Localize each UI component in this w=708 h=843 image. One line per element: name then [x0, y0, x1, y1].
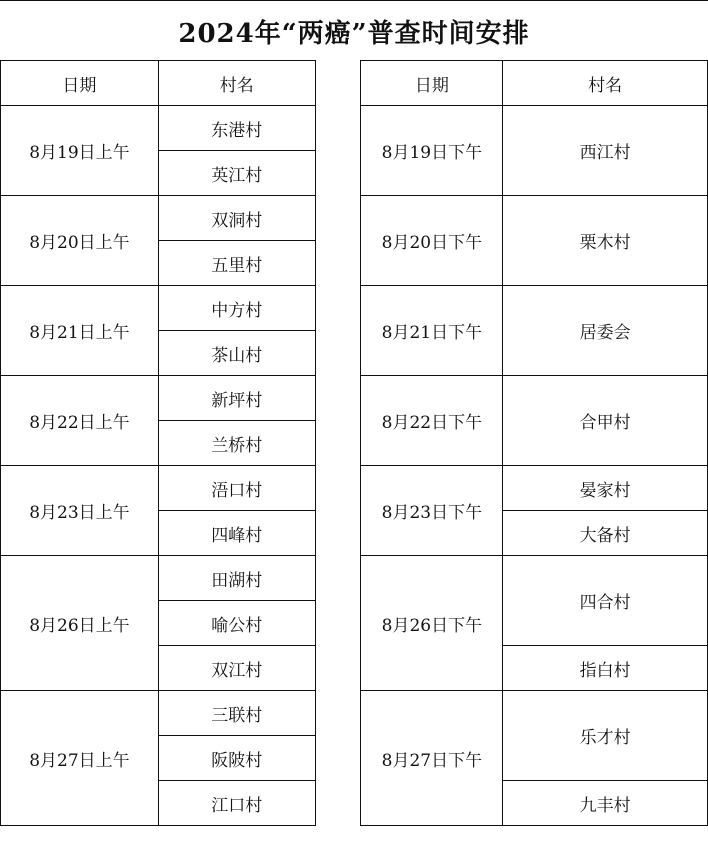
am-village-cell: 江口村: [158, 781, 315, 826]
column-gap: [315, 691, 361, 826]
pm-village-cell: 四合村: [503, 556, 708, 646]
pm-village-cell: 栗木村: [503, 196, 708, 286]
page-title: 2024年“两癌”普查时间安排: [0, 0, 708, 61]
table-row: [1, 106, 708, 151]
column-gap: [315, 106, 361, 196]
column-gap: [315, 61, 361, 106]
am-date-cell: 8月21日上午: [1, 286, 159, 376]
schedule-table: [0, 60, 708, 826]
am-village-cell: 阪陂村: [158, 736, 315, 781]
pm-village-cell: 居委会: [503, 286, 708, 376]
pm-date-cell: 8月27日下午: [361, 691, 503, 826]
schedule-body: [1, 61, 708, 826]
pm-village-cell: 西江村: [503, 106, 708, 196]
header-row: [1, 61, 708, 106]
header-right-village: 村名: [503, 61, 708, 106]
pm-date-cell: 8月20日下午: [361, 196, 503, 286]
table-row: [1, 196, 708, 241]
column-gap: [315, 376, 361, 466]
am-village-cell: 喻公村: [158, 601, 315, 646]
pm-village-cell: 指白村: [503, 646, 708, 691]
am-village-cell: 浯口村: [158, 466, 315, 511]
header-left-village: 村名: [158, 61, 315, 106]
pm-date-cell: 8月19日下午: [361, 106, 503, 196]
pm-village-cell: 合甲村: [503, 376, 708, 466]
am-village-cell: 五里村: [158, 241, 315, 286]
am-date-cell: 8月27日上午: [1, 691, 159, 826]
pm-village-cell: 晏家村: [503, 466, 708, 511]
pm-date-cell: 8月22日下午: [361, 376, 503, 466]
pm-village-cell: 大备村: [503, 511, 708, 556]
am-date-cell: 8月23日上午: [1, 466, 159, 556]
am-village-cell: 三联村: [158, 691, 315, 736]
am-village-cell: 双江村: [158, 646, 315, 691]
column-gap: [315, 466, 361, 556]
am-village-cell: 茶山村: [158, 331, 315, 376]
table-row: [1, 691, 708, 736]
am-village-cell: 新坪村: [158, 376, 315, 421]
pm-date-cell: 8月26日下午: [361, 556, 503, 691]
am-village-cell: 兰桥村: [158, 421, 315, 466]
pm-date-cell: 8月21日下午: [361, 286, 503, 376]
pm-village-cell: 九丰村: [503, 781, 708, 826]
table-row: [1, 286, 708, 331]
am-village-cell: 中方村: [158, 286, 315, 331]
header-left-date: 日期: [1, 61, 159, 106]
am-village-cell: 四峰村: [158, 511, 315, 556]
am-village-cell: 田湖村: [158, 556, 315, 601]
pm-village-cell: 乐才村: [503, 691, 708, 781]
am-date-cell: 8月19日上午: [1, 106, 159, 196]
table-row: [1, 376, 708, 421]
column-gap: [315, 286, 361, 376]
am-date-cell: 8月22日上午: [1, 376, 159, 466]
header-right-date: 日期: [361, 61, 503, 106]
am-date-cell: 8月26日上午: [1, 556, 159, 691]
table-row: [1, 556, 708, 601]
am-village-cell: 双洞村: [158, 196, 315, 241]
table-row: [1, 466, 708, 511]
am-village-cell: 东港村: [158, 106, 315, 151]
column-gap: [315, 556, 361, 691]
am-village-cell: 英江村: [158, 151, 315, 196]
pm-date-cell: 8月23日下午: [361, 466, 503, 556]
column-gap: [315, 196, 361, 286]
am-date-cell: 8月20日上午: [1, 196, 159, 286]
